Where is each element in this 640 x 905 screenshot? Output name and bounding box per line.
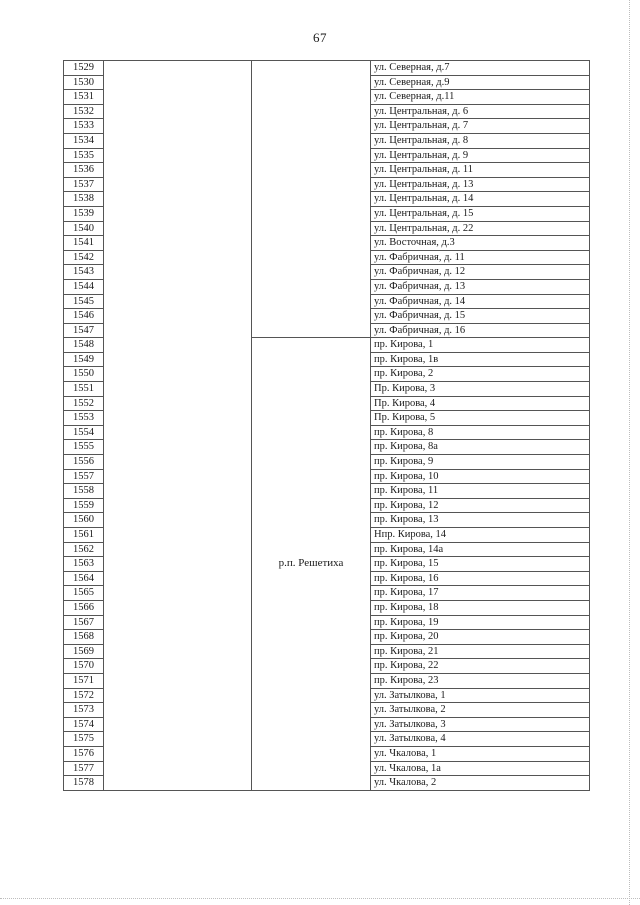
address-cell: Пр. Кирова, 5 — [371, 411, 590, 426]
row-number: 1568 — [64, 630, 104, 645]
row-number: 1562 — [64, 542, 104, 557]
locality-cell: р.п. Решетиха — [252, 338, 371, 790]
row-number: 1547 — [64, 323, 104, 338]
address-cell: пр. Кирова, 13 — [371, 513, 590, 528]
row-number: 1532 — [64, 104, 104, 119]
row-number: 1560 — [64, 513, 104, 528]
address-cell: ул. Центральная, д. 7 — [371, 119, 590, 134]
address-cell: ул. Фабричная, д. 15 — [371, 309, 590, 324]
row-number: 1572 — [64, 688, 104, 703]
row-number: 1534 — [64, 133, 104, 148]
address-cell: ул. Затылкова, 1 — [371, 688, 590, 703]
row-number: 1571 — [64, 673, 104, 688]
address-cell: пр. Кирова, 1в — [371, 352, 590, 367]
address-cell: Нпр. Кирова, 14 — [371, 528, 590, 543]
row-number: 1536 — [64, 163, 104, 178]
page-number: 67 — [313, 30, 327, 45]
scan-edge-right — [629, 0, 630, 905]
row-number: 1548 — [64, 338, 104, 353]
locality-cell-previous — [252, 61, 371, 338]
address-cell: пр. Кирова, 17 — [371, 586, 590, 601]
row-number: 1538 — [64, 192, 104, 207]
row-number: 1561 — [64, 528, 104, 543]
address-cell: пр. Кирова, 8а — [371, 440, 590, 455]
address-cell: ул. Затылкова, 4 — [371, 732, 590, 747]
row-number: 1539 — [64, 206, 104, 221]
address-cell: ул. Фабричная, д. 13 — [371, 279, 590, 294]
address-cell: пр. Кирова, 12 — [371, 498, 590, 513]
address-cell: ул. Центральная, д. 14 — [371, 192, 590, 207]
address-cell: пр. Кирова, 1 — [371, 338, 590, 353]
row-number: 1575 — [64, 732, 104, 747]
row-number: 1570 — [64, 659, 104, 674]
address-table-body — [64, 61, 590, 791]
row-number: 1555 — [64, 440, 104, 455]
address-cell: Пр. Кирова, 3 — [371, 382, 590, 397]
row-number: 1577 — [64, 761, 104, 776]
address-cell: Пр. Кирова, 4 — [371, 396, 590, 411]
row-number: 1573 — [64, 703, 104, 718]
row-number: 1559 — [64, 498, 104, 513]
row-number: 1550 — [64, 367, 104, 382]
row-number: 1564 — [64, 571, 104, 586]
row-number: 1543 — [64, 265, 104, 280]
row-number: 1535 — [64, 148, 104, 163]
row-number: 1566 — [64, 600, 104, 615]
address-cell: ул. Центральная, д. 15 — [371, 206, 590, 221]
row-number: 1558 — [64, 484, 104, 499]
row-number: 1529 — [64, 61, 104, 76]
address-cell: пр. Кирова, 21 — [371, 644, 590, 659]
address-table — [63, 60, 590, 791]
scan-edge-bottom — [0, 898, 640, 899]
row-number: 1569 — [64, 644, 104, 659]
address-cell: ул. Чкалова, 2 — [371, 776, 590, 791]
row-number: 1530 — [64, 75, 104, 90]
row-number: 1576 — [64, 746, 104, 761]
row-number: 1565 — [64, 586, 104, 601]
address-cell: пр. Кирова, 14а — [371, 542, 590, 557]
address-cell: ул. Фабричная, д. 14 — [371, 294, 590, 309]
address-cell: пр. Кирова, 8 — [371, 425, 590, 440]
row-number: 1540 — [64, 221, 104, 236]
row-number: 1537 — [64, 177, 104, 192]
row-number: 1546 — [64, 309, 104, 324]
address-cell: ул. Чкалова, 1 — [371, 746, 590, 761]
row-number: 1557 — [64, 469, 104, 484]
address-cell: ул. Фабричная, д. 16 — [371, 323, 590, 338]
row-number: 1542 — [64, 250, 104, 265]
address-cell: пр. Кирова, 11 — [371, 484, 590, 499]
address-cell: ул. Северная, д.11 — [371, 90, 590, 105]
address-cell: пр. Кирова, 9 — [371, 455, 590, 470]
address-cell: ул. Фабричная, д. 12 — [371, 265, 590, 280]
address-cell: пр. Кирова, 18 — [371, 600, 590, 615]
row-number: 1553 — [64, 411, 104, 426]
row-number: 1574 — [64, 717, 104, 732]
row-number: 1551 — [64, 382, 104, 397]
address-cell: пр. Кирова, 15 — [371, 557, 590, 572]
row-number: 1556 — [64, 455, 104, 470]
address-cell: ул. Чкалова, 1а — [371, 761, 590, 776]
row-number: 1563 — [64, 557, 104, 572]
row-number: 1552 — [64, 396, 104, 411]
row-number: 1544 — [64, 279, 104, 294]
row-number: 1554 — [64, 425, 104, 440]
address-cell: ул. Центральная, д. 8 — [371, 133, 590, 148]
address-cell: ул. Центральная, д. 9 — [371, 148, 590, 163]
row-number: 1545 — [64, 294, 104, 309]
address-cell: ул. Центральная, д. 11 — [371, 163, 590, 178]
address-cell: пр. Кирова, 19 — [371, 615, 590, 630]
address-cell: пр. Кирова, 23 — [371, 673, 590, 688]
address-cell: пр. Кирова, 20 — [371, 630, 590, 645]
address-cell: ул. Восточная, д.3 — [371, 236, 590, 251]
address-cell: ул. Северная, д.9 — [371, 75, 590, 90]
row-number: 1578 — [64, 776, 104, 791]
address-cell: пр. Кирова, 22 — [371, 659, 590, 674]
address-cell: пр. Кирова, 16 — [371, 571, 590, 586]
address-cell: пр. Кирова, 2 — [371, 367, 590, 382]
row-number: 1567 — [64, 615, 104, 630]
address-cell: ул. Северная, д.7 — [371, 61, 590, 76]
address-cell: ул. Центральная, д. 22 — [371, 221, 590, 236]
address-cell: ул. Затылкова, 2 — [371, 703, 590, 718]
row-number: 1549 — [64, 352, 104, 367]
address-cell: ул. Центральная, д. 6 — [371, 104, 590, 119]
row-number: 1533 — [64, 119, 104, 134]
row-number: 1531 — [64, 90, 104, 105]
address-cell: ул. Фабричная, д. 11 — [371, 250, 590, 265]
row-number: 1541 — [64, 236, 104, 251]
district-cell — [104, 61, 252, 791]
address-cell: ул. Затылкова, 3 — [371, 717, 590, 732]
address-cell: ул. Центральная, д. 13 — [371, 177, 590, 192]
table-row — [64, 61, 590, 76]
address-cell: пр. Кирова, 10 — [371, 469, 590, 484]
